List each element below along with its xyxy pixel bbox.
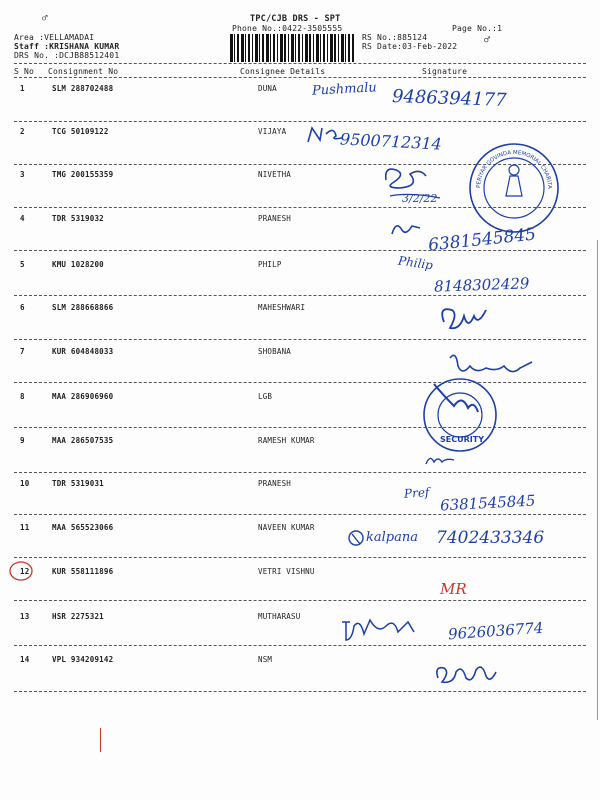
handwritten-signature-10: Pref <box>403 485 430 501</box>
row-consignee: NIVETHA <box>258 170 292 179</box>
row-consignee: VETRI VISHNU <box>258 567 315 576</box>
row-consignment: SLM 288702488 <box>52 84 114 93</box>
row-rule <box>14 295 586 296</box>
handwritten-phone-13: 9626036774 <box>447 618 544 644</box>
document-title: TPC/CJB DRS - SPT <box>250 14 341 24</box>
scan-mark-right: ♂ <box>484 35 491 46</box>
page-number: Page No.:1 <box>452 24 503 33</box>
row-rule <box>14 427 586 428</box>
row-rule <box>14 339 586 340</box>
row-consignment: HSR 2275321 <box>52 612 104 621</box>
staff-label: Staff :KRISHANA KUMAR <box>14 42 120 51</box>
scan-edge-line <box>597 240 598 720</box>
red-circle-mark <box>8 560 34 582</box>
scan-mark: ♂ <box>42 14 48 24</box>
security-stamp-text: SECURITY <box>440 435 484 444</box>
row-consignee: RAMESH KUMAR <box>258 436 315 445</box>
row-consignment: TMG 200155359 <box>52 170 114 179</box>
handwritten-signature-6 <box>436 302 492 336</box>
row-sno: 13 <box>20 612 30 621</box>
row-consignment: MAA 565523066 <box>52 523 114 532</box>
barcode-image <box>230 34 354 62</box>
handwritten-phone-5: 8148302429 <box>433 274 530 296</box>
col-header-signature: Signature <box>422 67 468 76</box>
handwritten-date-3: 3/2/22 <box>402 192 438 205</box>
header-bottom-rule <box>14 77 586 78</box>
handwritten-signature-9 <box>424 452 458 468</box>
row-consignment: VPL 934209142 <box>52 655 114 664</box>
row-sno: 3 <box>20 170 25 179</box>
handwritten-signature-1: Pushmalu <box>311 80 378 99</box>
row-consignment: TDR 5319032 <box>52 214 104 223</box>
row-sno: 14 <box>20 655 30 664</box>
row-sno: 12 <box>20 567 30 576</box>
handwritten-note-12: MR <box>440 580 467 598</box>
col-header-sno: S No <box>14 67 35 76</box>
row-sno: 5 <box>20 260 25 269</box>
row-rule <box>14 250 586 251</box>
handwritten-signature-11: kalpana <box>366 530 418 545</box>
bottom-pen-mark <box>100 728 101 752</box>
row-consignee: MUTHARASU <box>258 612 301 621</box>
row-consignee: PHILP <box>258 260 282 269</box>
handwritten-signature-4 <box>390 218 430 240</box>
row-rule <box>14 645 586 646</box>
header-top-rule <box>14 63 586 64</box>
row-sno: 1 <box>20 84 25 93</box>
row-rule <box>14 382 586 383</box>
row-consignee: PRANESH <box>258 479 292 488</box>
row-consignee: NAVEEN KUMAR <box>258 523 315 532</box>
stamp-text: PERIYAR GOVINDA MEMORIAL CHARITABLE TRUST COIMBATORE <box>463 136 553 189</box>
row-consignee: MAHESHWARI <box>258 303 306 312</box>
handwritten-phone-10: 6381545845 <box>439 491 536 515</box>
row-consignee: LGB <box>258 392 273 401</box>
row-sno: 8 <box>20 392 25 401</box>
row-sno: 4 <box>20 214 25 223</box>
row-sno: 7 <box>20 347 25 356</box>
col-header-consignee: Consignee Details <box>240 67 326 76</box>
handwritten-initial-11 <box>346 528 366 548</box>
area-label: Area :VELLAMADAI <box>14 33 95 42</box>
row-sno: 11 <box>20 523 30 532</box>
row-rule <box>14 557 586 558</box>
security-stamp <box>420 376 500 454</box>
row-consignment: KUR 558111896 <box>52 567 114 576</box>
handwritten-phone-1: 9486394177 <box>391 86 507 111</box>
row-consignment: MAA 286906960 <box>52 392 114 401</box>
row-consignment: TDR 5319031 <box>52 479 104 488</box>
row-sno: 2 <box>20 127 25 136</box>
row-rule <box>14 514 586 515</box>
rs-number: RS No.:885124 <box>362 33 428 42</box>
phone-number: Phone No.:0422-3505555 <box>232 24 343 33</box>
row-consignee: NSM <box>258 655 273 664</box>
row-consignee: SHOBANA <box>258 347 292 356</box>
row-rule <box>14 691 586 692</box>
row-consignment: TCG 50109122 <box>52 127 109 136</box>
handwritten-signature-13 <box>338 614 438 644</box>
row-sno: 10 <box>20 479 30 488</box>
handwritten-phone-2: 9500712314 <box>339 129 443 154</box>
row-sno: 9 <box>20 436 25 445</box>
row-consignee: PRANESH <box>258 214 292 223</box>
row-consignment: KUR 604848033 <box>52 347 114 356</box>
handwritten-phone-11: 7402433346 <box>436 528 545 548</box>
rs-date: RS Date:03-Feb-2022 <box>362 42 458 51</box>
row-consignment: MAA 286507535 <box>52 436 114 445</box>
handwritten-phone-4: 6381545845 <box>427 224 537 256</box>
col-header-consignment: Consignment No <box>48 67 119 76</box>
row-consignee: VIJAYA <box>258 127 287 136</box>
row-consignment: SLM 288668866 <box>52 303 114 312</box>
row-consignment: KMU 1028200 <box>52 260 104 269</box>
handwritten-signature-5: Philip <box>397 253 434 273</box>
row-rule <box>14 600 586 601</box>
trust-stamp <box>463 136 562 236</box>
row-rule <box>14 472 586 473</box>
drs-number: DRS No. :DCJB88512401 <box>14 51 120 60</box>
row-sno: 6 <box>20 303 25 312</box>
row-consignee: DUNA <box>258 84 277 93</box>
row-rule <box>14 121 586 122</box>
handwritten-signature-14 <box>432 660 502 690</box>
